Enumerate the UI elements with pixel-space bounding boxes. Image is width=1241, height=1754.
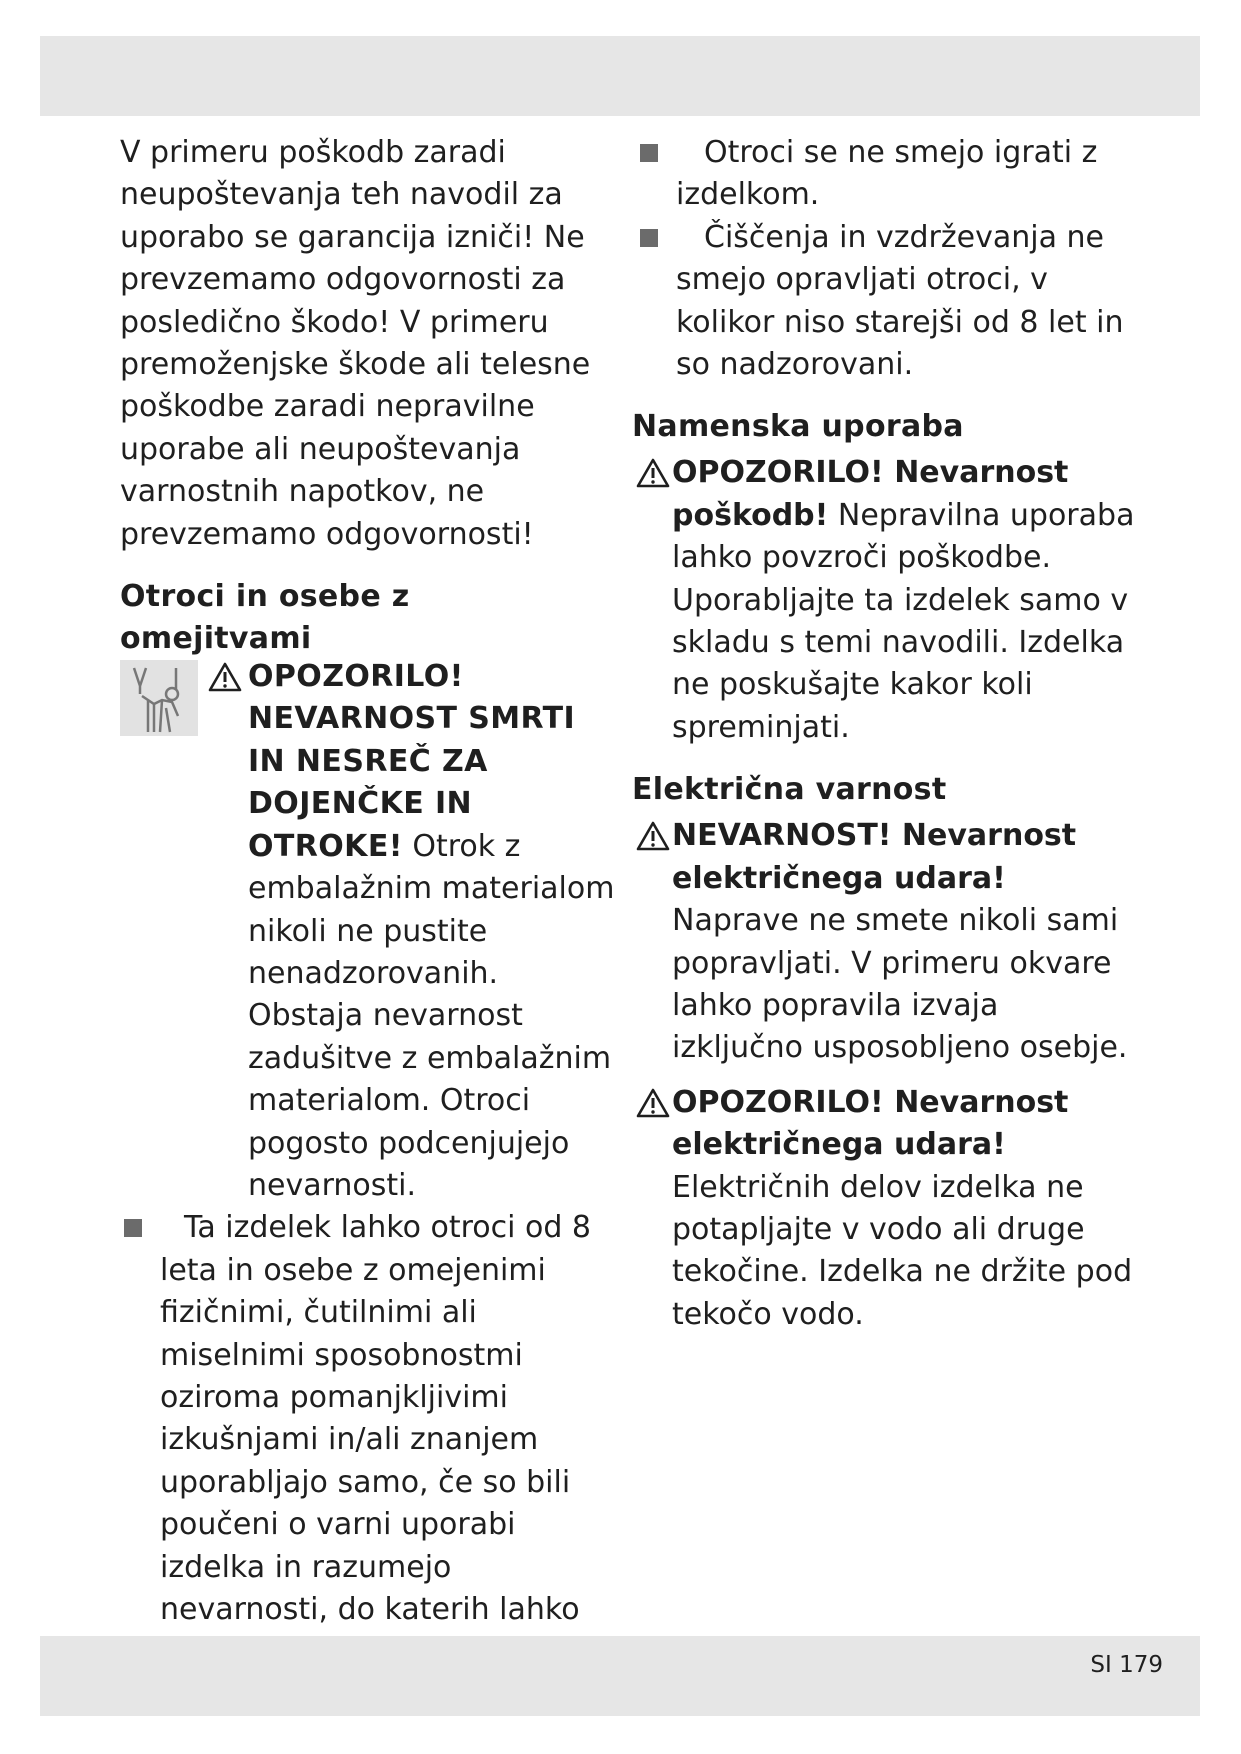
list-item: [636, 217, 1136, 387]
bullet-text: Otroci se ne smejo igrati z izdelkom.: [676, 135, 1098, 213]
bullet-square-icon: [124, 1219, 142, 1237]
bullet-text: Čiščenja in vzdrževanja ne smejo opravljati otroci, v kolikor niso starejši od 8 let in so nadzorovani.: [676, 219, 1124, 383]
left-column: [120, 132, 620, 1674]
bullet-square-icon: [640, 144, 658, 162]
warning-title: NEVARNOST! Nevarnost električnega udara!: [672, 818, 1077, 896]
warning-title: OPOZORILO! Nevarnost poškodb!: [672, 455, 1069, 533]
warning-title: OPOZORILO! Nevarnost električnega udara!: [672, 1084, 1069, 1163]
list-item: [120, 1207, 620, 1673]
warning-block: [636, 452, 1136, 749]
warning-triangle-icon: [636, 821, 670, 851]
warning-triangle-icon: [636, 458, 670, 488]
warning-block: [636, 1082, 1136, 1336]
warning-text: Naprave ne smete nikoli sami popravljati. V primeru okvare lahko popravila izvaja izključno usposobljeno osebje.: [672, 903, 1128, 1066]
list-item: [636, 132, 1136, 217]
child-safety-icon: [120, 660, 198, 736]
header-band: [40, 36, 1200, 116]
children-heading: Otroci in osebe z omejitvami: [120, 579, 410, 657]
warning-block: [636, 815, 1136, 1069]
bullet-square-icon: [640, 229, 658, 247]
electric-safety-heading: Električna varnost: [632, 772, 947, 808]
bullet-text: Ta izdelek lahko otroci od 8 leta in osebe z omejenimi fizičnimi, čutilnimi ali miselnimi sposobnostmi oziroma pomanjkljivimi izkušnjami in/ali znanjem uporabljajo samo, če so bili poučeni o varni uporabi izdelka in razumejo nevarnosti, do katerih lahko: [160, 1210, 592, 1627]
warning-text: Električnih delov izdelka ne potapljajte v vodo ali druge tekočine. Izdelka ne držite pod tekočo vodo.: [672, 1169, 1133, 1332]
child-warning-text: Otrok z embalažnim materialom nikoli ne pustite nenadzorovanih. Obstaja nevarnost zadušitve z embalažnim materialom. Otroci pogosto podcenjujejo nevarnosti.: [248, 828, 615, 1203]
warning-text: Nepravilna uporaba lahko povzroči poškodbe. Uporabljajte ta izdelek samo v skladu s temi navodili. Izdelka ne poskušajte kakor koli spreminjati.: [672, 497, 1135, 745]
intro-paragraph: V primeru poškodb zaradi neupoštevanja teh navodil za uporabo se garancija izniči! Ne prevzemamo odgovornosti za posledično škodo! V primeru premoženjske škode ali telesne poškodbe zaradi nepravilne uporabe ali neupoštevanja varnostnih napotkov, ne prevzemamo odgovornosti!: [120, 135, 591, 552]
footer-band: [40, 1636, 1200, 1716]
right-column: [632, 132, 1136, 1336]
child-warning: [120, 656, 620, 1207]
child-warning-title: OPOZORILO! NEVARNOST SMRTI IN NESREČ ZA DOJENČKE IN OTROKE!: [248, 659, 576, 864]
intended-use-heading: Namenska uporaba: [632, 409, 964, 445]
warning-triangle-icon: [636, 1088, 670, 1118]
warning-triangle-icon: [208, 662, 242, 692]
page-number: SI 179: [1090, 1652, 1163, 1678]
